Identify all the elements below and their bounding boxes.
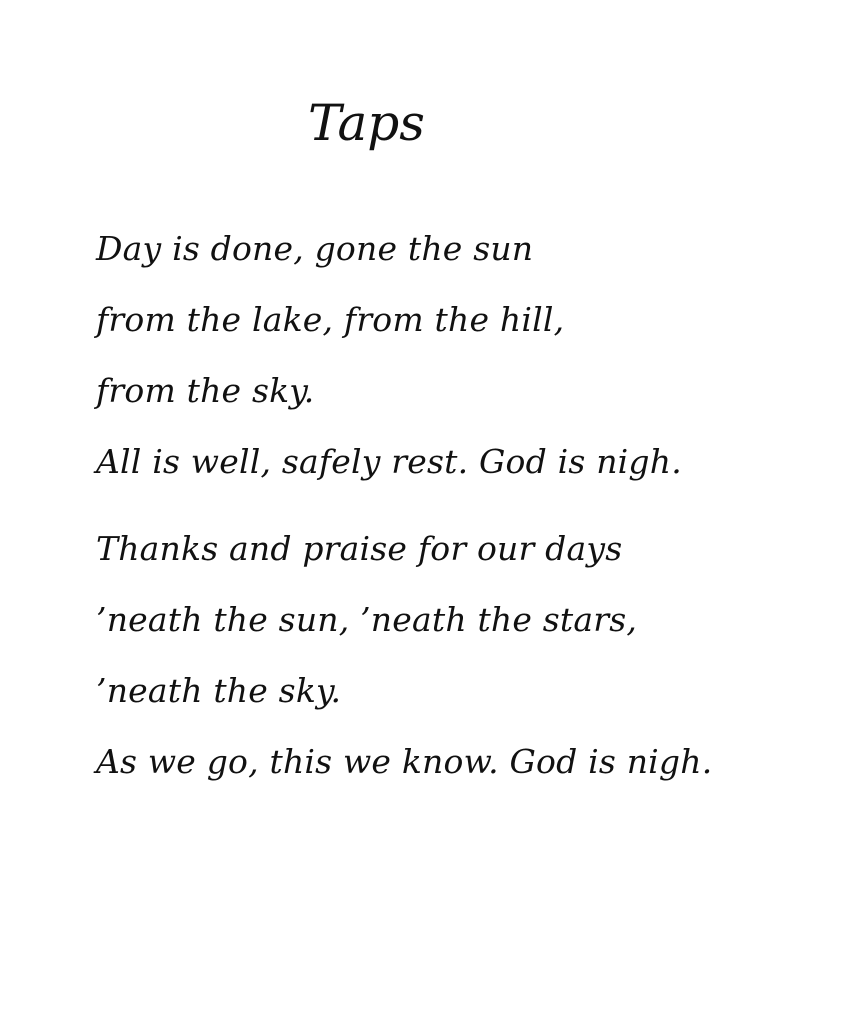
poem-title: Taps <box>308 94 425 152</box>
poem-line: from the sky. <box>96 371 315 410</box>
poem-line: Day is done, gone the sun <box>96 229 534 268</box>
poem-line: from the lake, from the hill, <box>96 300 565 339</box>
poem-line: As we go, this we know. God is nigh. <box>96 742 713 781</box>
stanza-2 <box>96 529 713 816</box>
poem-line: ’neath the sun, ’neath the stars, <box>96 600 638 639</box>
poem-line: ’neath the sky. <box>96 671 342 710</box>
stanza-1 <box>96 229 682 516</box>
poem-line: All is well, safely rest. God is nigh. <box>96 442 682 481</box>
poem-line: Thanks and praise for our days <box>96 529 623 568</box>
